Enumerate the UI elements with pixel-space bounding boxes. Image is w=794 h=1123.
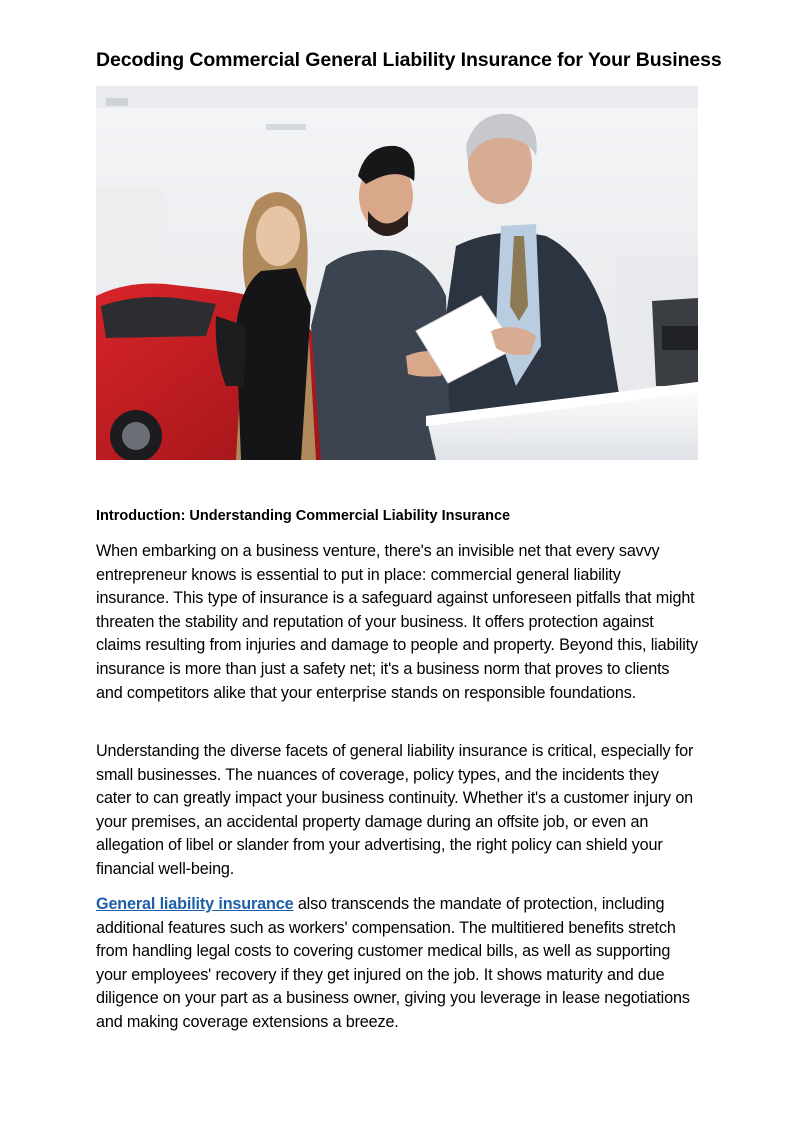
general-liability-link[interactable]: General liability insurance [96, 895, 294, 913]
intro-heading: Introduction: Understanding Commercial Liability Insurance [96, 508, 511, 524]
paragraph-3-text: also transcends the mandate of protection, including additional features such as workers' compensation. The multitiered benefits stretch from handling legal costs to covering customer medical bills, as well as supporting your employees' recovery if they get injured on the job. It shows maturity and due diligence on your part as a business owner, giving you leverage in lease negotiations and making coverage extensions a breeze. [96, 895, 690, 1031]
page-title: Decoding Commercial General Liability Insurance for Your Business [96, 49, 722, 71]
intro-paragraph-3 [96, 893, 698, 1035]
intro-paragraph-1: When embarking on a business venture, there's an invisible net that every savvy entrepreneur knows is essential to put in place: commercial general liability insurance. This type of insurance is a safeguard against unforeseen pitfalls that might threaten the stability and reputation of your business. It offers protection against claims resulting from injuries and damage to people and property. Beyond this, liability insurance is more than just a safety net; it's a business norm that proves to clients and competitors alike that your enterprise stands on responsible foundations. [96, 542, 698, 702]
hero-photo [96, 86, 698, 460]
photo-icon [96, 86, 698, 460]
intro-paragraph-2: Understanding the diverse facets of general liability insurance is critical, especially for small businesses. The nuances of coverage, policy types, and the incidents they cater to can greatly impact your business continuity. Whether it's a customer injury on your premises, an accidental property damage during an offsite job, or even an allegation of libel or slander from your advertising, the right policy can shield your financial well-being. [96, 742, 694, 878]
